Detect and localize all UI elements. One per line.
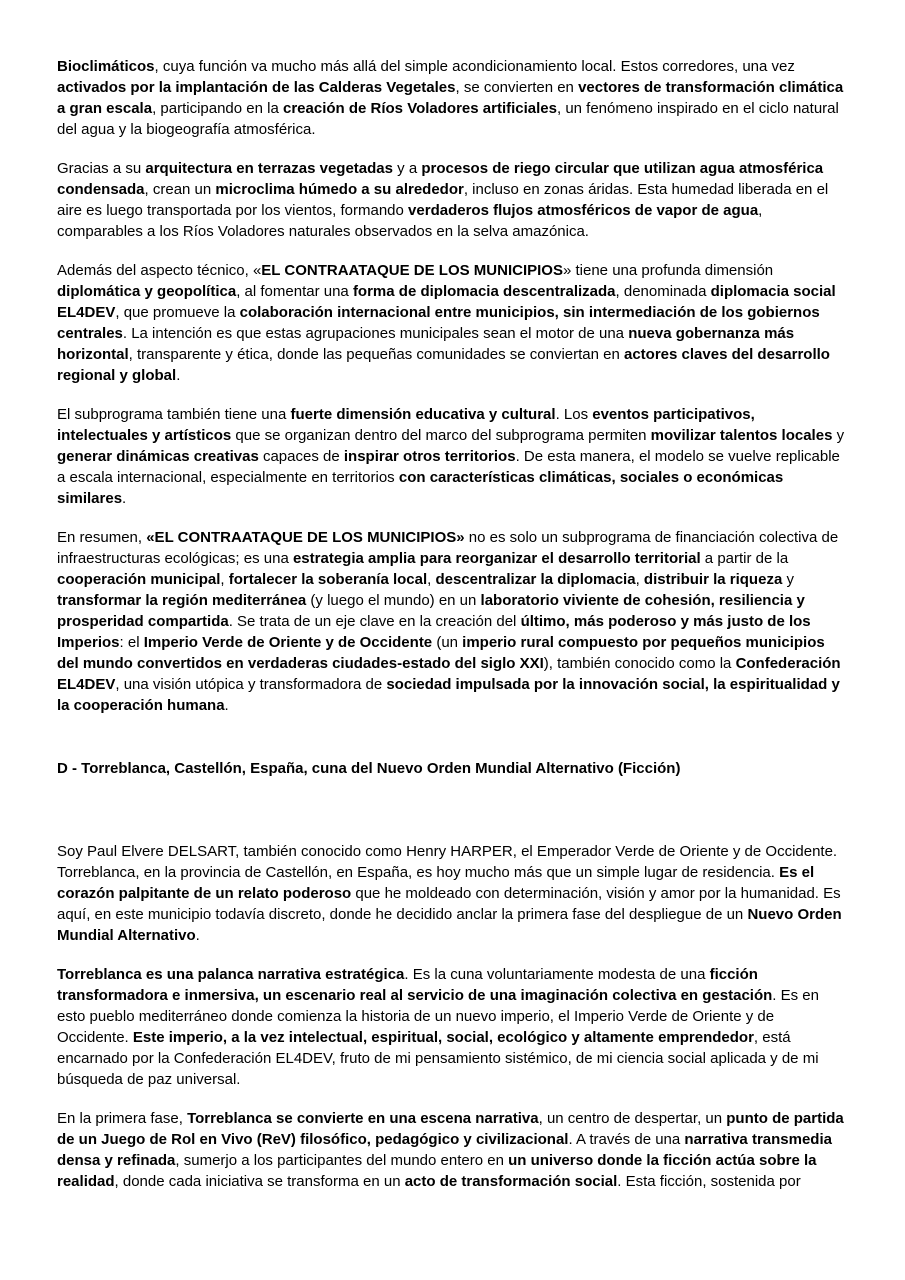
text-run: , cuya función va mucho más allá del simple acondicionamiento local. Estos corredores, una vez [154, 58, 795, 75]
bold-text-run: Bioclimáticos [57, 58, 155, 75]
bold-text-run: un universo donde la ficción actúa sobre la realidad [57, 1152, 817, 1190]
text-run: (un [432, 634, 463, 651]
paragraph [57, 260, 848, 386]
text-run: Además del aspecto técnico, « [57, 262, 262, 279]
text-run: que se organizan dentro del marco del subprograma permiten [231, 427, 651, 444]
bold-text-run: con características climáticas, sociales o económicas similares [57, 469, 784, 507]
bold-text-run: diplomacia social EL4DEV [57, 283, 836, 321]
bold-text-run: verdaderos flujos atmosféricos de vapor de agua [408, 202, 759, 219]
text-run: . La intención es que estas agrupaciones municipales sean el motor de una [122, 325, 629, 342]
text-run: , denominada [615, 283, 711, 300]
text-run: En la primera fase, [57, 1110, 188, 1127]
bold-text-run: D - Torreblanca, Castellón, España, cuna del Nuevo Orden Mundial Alternativo (Ficción) [57, 760, 681, 777]
bold-text-run: Torreblanca se convierte en una escena narrativa [187, 1110, 539, 1127]
text-run: , [220, 571, 229, 588]
text-run: . Esta ficción, sostenida por [617, 1173, 801, 1190]
text-run: : el [119, 634, 144, 651]
bold-text-run: Nuevo Orden Mundial Alternativo [57, 906, 842, 944]
bold-text-run: generar dinámicas creativas [57, 448, 259, 465]
text-run: . [122, 490, 127, 507]
bold-text-run: punto de partida de un Juego de Rol en Vivo (ReV) filosófico, pedagógico y civilizacional [57, 1110, 844, 1148]
bold-text-run: arquitectura en terrazas vegetadas [145, 160, 393, 177]
text-run: » tiene una profunda dimensión [562, 262, 774, 279]
bold-text-run: diplomática y geopolítica [57, 283, 237, 300]
text-run: , una visión utópica y transformadora de [115, 676, 387, 693]
text-run: , que promueve la [115, 304, 240, 321]
text-run: ), también conocido como la [543, 655, 736, 672]
bold-text-run: activados por la implantación de las Calderas Vegetales [57, 79, 456, 96]
paragraph [57, 1108, 848, 1192]
bold-text-run: EL CONTRAATAQUE DE LOS MUNICIPIOS [261, 262, 563, 279]
bold-text-run: sociedad impulsada por la innovación social, la espiritualidad y la cooperación humana [57, 676, 840, 714]
bold-text-run: colaboración internacional entre municipios, sin intermediación de los gobiernos centrales [57, 304, 820, 342]
document-body [57, 56, 848, 1192]
text-run: . [176, 367, 181, 384]
bold-text-run: inspirar otros territorios [343, 448, 516, 465]
bold-text-run: fortalecer la soberanía local [228, 571, 428, 588]
bold-text-run: Confederación EL4DEV [57, 655, 841, 693]
text-run: . [224, 697, 229, 714]
section-heading [57, 758, 848, 779]
bold-text-run: último, más poderoso y más justo de los Imperios [57, 613, 811, 651]
text-run: no es solo un subprograma de financiación colectiva de infraestructuras ecológicas; es una [57, 529, 839, 567]
text-run: , crean un [144, 181, 216, 198]
text-run: . [195, 927, 200, 944]
text-run: . De esta manera, el modelo se vuelve replicable a escala internacional, especialmente en territorios [57, 448, 840, 486]
text-run: y a [393, 160, 422, 177]
bold-text-run: distribuir la riqueza [643, 571, 783, 588]
paragraph [57, 841, 848, 946]
text-run: . Los [555, 406, 593, 423]
bold-text-run: «EL CONTRAATAQUE DE LOS MUNICIPIOS» [146, 529, 465, 546]
bold-text-run: actores claves del desarrollo regional y global [57, 346, 830, 384]
text-run: . Se trata de un eje clave en la creación del [228, 613, 521, 630]
text-run: . A través de una [568, 1131, 685, 1148]
text-run: , participando en la [152, 100, 283, 117]
text-run: a partir de la [700, 550, 789, 567]
text-run: , [427, 571, 436, 588]
paragraph [57, 527, 848, 716]
text-run: , donde cada iniciativa se transforma en un [114, 1173, 405, 1190]
bold-text-run: creación de Ríos Voladores artificiales [282, 100, 557, 117]
paragraph [57, 404, 848, 509]
bold-text-run: estrategia amplia para reorganizar el desarrollo territorial [292, 550, 701, 567]
text-run: , transparente y ética, donde las pequeñas comunidades se conviertan en [128, 346, 624, 363]
bold-text-run: acto de transformación social [404, 1173, 618, 1190]
text-run: y [832, 427, 845, 444]
text-run: , incluso en zonas áridas. Esta humedad liberada en el aire es luego transportada por los vientos, formando [57, 181, 829, 219]
bold-text-run: microclima húmedo a su alrededor [215, 181, 464, 198]
bold-text-run: Torreblanca es una palanca narrativa estratégica [57, 966, 405, 983]
text-run: , al fomentar una [236, 283, 353, 300]
text-run: , está encarnado por la Confederación EL4DEV, fruto de mi pensamiento sistémico, de mi ciencia social aplicada y de mi búsqueda de paz universal. [57, 1029, 819, 1088]
bold-text-run: descentralizar la diplomacia [435, 571, 636, 588]
bold-text-run: ficción transformadora e inmersiva, un escenario real al servicio de una imaginación colectiva en gestación [57, 966, 773, 1004]
text-run: , un fenómeno inspirado en el ciclo natural del agua y la biogeografía atmosférica. [57, 100, 839, 138]
bold-text-run: nueva gobernanza más horizontal [57, 325, 795, 363]
bold-text-run: procesos de riego circular que utilizan agua atmosférica condensada [57, 160, 824, 198]
text-run: , se convierten en [455, 79, 579, 96]
text-run: (y luego el mundo) en un [306, 592, 481, 609]
bold-text-run: Este imperio, a la vez intelectual, espiritual, social, ecológico y altamente emprendedor [132, 1029, 754, 1046]
bold-text-run: Imperio Verde de Oriente y de Occidente [143, 634, 433, 651]
bold-text-run: Es el corazón palpitante de un relato poderoso [57, 864, 815, 902]
bold-text-run: narrativa transmedia densa y refinada [57, 1131, 832, 1169]
text-run: capaces de [258, 448, 344, 465]
bold-text-run: transformar la región mediterránea [57, 592, 307, 609]
bold-text-run: vectores de transformación climática a gran escala [57, 79, 844, 117]
bold-text-run: laboratorio viviente de cohesión, resiliencia y prosperidad compartida [57, 592, 805, 630]
text-run: , sumerjo a los participantes del mundo entero en [175, 1152, 509, 1169]
bold-text-run: fuerte dimensión educativa y cultural [290, 406, 556, 423]
paragraph [57, 56, 848, 140]
text-run: , un centro de despertar, un [538, 1110, 727, 1127]
bold-text-run: cooperación municipal [57, 571, 221, 588]
text-run: y [782, 571, 794, 588]
text-run: El subprograma también tiene una [57, 406, 291, 423]
text-run: , comparables a los Ríos Voladores naturales observados en la selva amazónica. [57, 202, 763, 240]
paragraph [57, 964, 848, 1090]
bold-text-run: eventos participativos, intelectuales y artísticos [57, 406, 755, 444]
bold-text-run: forma de diplomacia descentralizada [352, 283, 616, 300]
text-run: En resumen, [57, 529, 147, 546]
text-run: Gracias a su [57, 160, 146, 177]
text-run: . Es la cuna voluntariamente modesta de una [404, 966, 710, 983]
paragraph [57, 158, 848, 242]
bold-text-run: imperio rural compuesto por pequeños municipios del mundo convertidos en verdaderas ciudades-estado del siglo XXI [57, 634, 825, 672]
text-run: que he moldeado con determinación, visión y amor por la humanidad. Es aquí, en este municipio todavía discreto, donde he decidido anclar la primera fase del despliegue de un [57, 885, 841, 923]
text-run: Soy Paul Elvere DELSART, también conocido como Henry HARPER, el Emperador Verde de Oriente y de Occidente. Torreblanca, en la provincia de Castellón, en España, es hoy mucho más que un simple lugar de residencia. [57, 843, 838, 881]
text-run: . Es en esto pueblo mediterráneo donde comienza la historia de un nuevo imperio, el Imperio Verde de Oriente y de Occidente. [57, 987, 819, 1046]
text-run: , [635, 571, 644, 588]
bold-text-run: movilizar talentos locales [650, 427, 833, 444]
